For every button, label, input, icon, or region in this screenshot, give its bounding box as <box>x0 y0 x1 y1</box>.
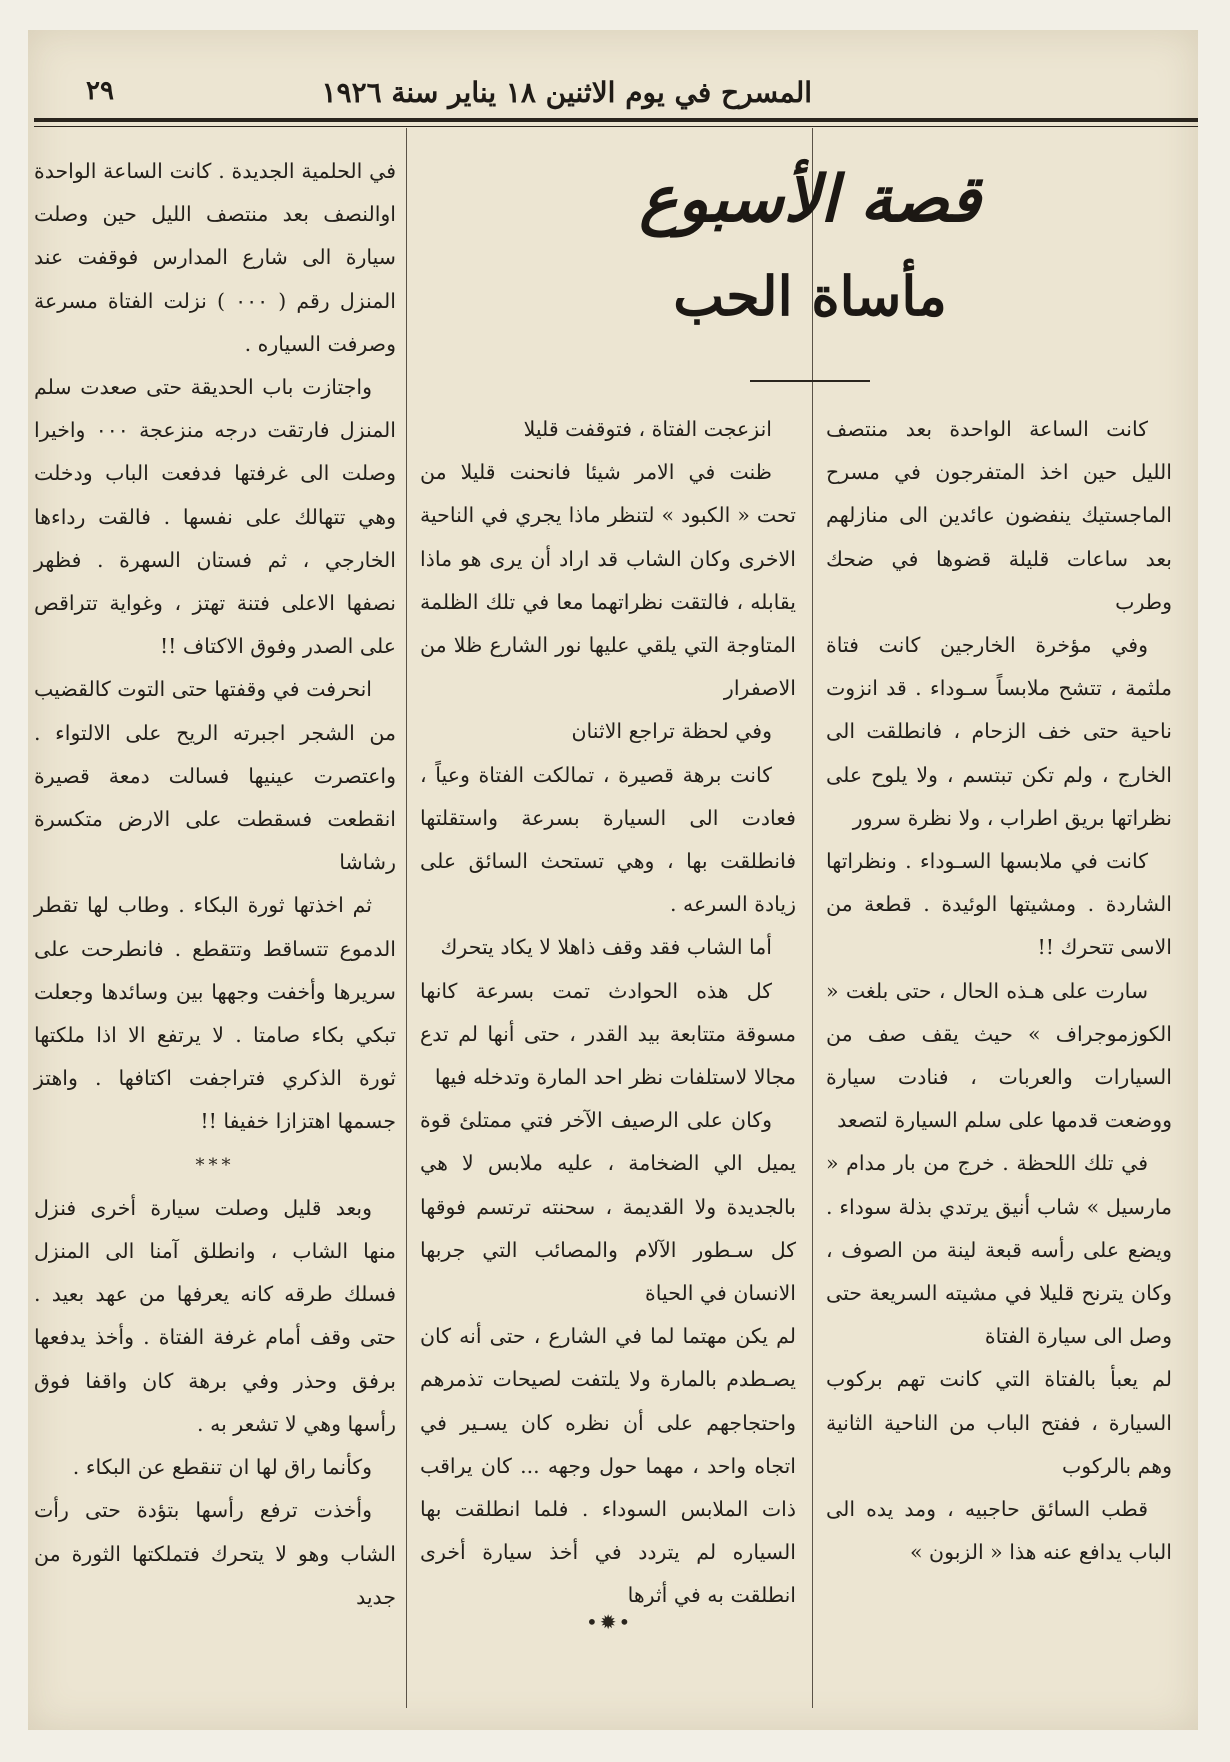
page-number: ٢٩ <box>86 76 114 106</box>
paragraph: وبعد قليل وصلت سيارة أخرى فنزل منها الشاب ، وانطلق آمنا الى المنزل فسلك طرقه كانه يعرفها من عهد بعيد . حتى وقف أمام غرفة الفتاة . وأخذ يدفعها برفق وحذر وفي برهة كان واقفا فوق رأسها وهي لا تشعر به . <box>34 1195 396 1436</box>
paragraph: سارت على هـذه الحال ، حتى بلغت « الكوزموجراف » حيث يقف صف من السيارات والعربات ، فنادت سيارة ووضعت قدمها على سلم السيارة لتصعد <box>826 978 1172 1133</box>
paragraph: انزعجت الفتاة ، فتوقفت قليلا <box>523 417 772 441</box>
paragraph: وكأنما راق لها ان تنقطع عن البكاء . <box>72 1455 372 1480</box>
section-kicker: قصة الأسبوع <box>639 162 981 237</box>
header-rule-thin <box>34 126 1198 127</box>
column-middle <box>420 408 796 1618</box>
paragraph: في تلك اللحظة . خرج من بار مدام « مارسيل » شاب أنيق يرتدي بذلة سوداء . ويضع على رأسه قبعة لينة من الصوف ، وكان يترنح قليلا في مشيته السريعة حتى وصل الى سيارة الفتاة <box>826 1151 1172 1349</box>
paragraph: قطب السائق حاجبيه ، ومد يده الى الباب يدافع عنه هذا « الزبون » <box>826 1497 1172 1565</box>
paragraph: وكان على الرصيف الآخر فتي ممتلئ قوة يميل الي الضخامة ، عليه ملابس لا هي بالجديدة ولا القديمة ، سحنته ترتسم فوقها كل سـطور الآلام والمصائب التي جربها الانسان في الحياة <box>420 1108 796 1306</box>
paragraph: أما الشاب فقد وقف ذاهلا لا يكاد يتحرك <box>440 935 772 960</box>
story-headline <box>620 160 1000 400</box>
column-left <box>34 150 396 1619</box>
paragraph: ظنت في الامر شيئا فانحنت قليلا من تحت « الكبود » لتنظر ماذا يجري في الناحية الاخرى وكان الشاب قد اراد أن يرى هو ماذا يقابله ، فالتقت نظراتهما معا في تلك الظلمة المتاوجة التي يلقي عليها نور الشارع ظلا من الاصفرار <box>420 460 796 701</box>
column-right <box>826 408 1172 1574</box>
paragraph: كل هذه الحوادث تمت بسرعة كانها مسوقة متتابعة بيد القدر ، حتى أنها لم تدع مجالا لاستلفات نظر احد المارة وتدخله فيها <box>420 978 796 1090</box>
paragraph: كانت برهة قصيرة ، تمالكت الفتاة وعياً ، فعادت الى السيارة بسرعة واستقلتها فانطلقت بها ، وهي تستحث السائق على زيادة السرعه . <box>420 762 796 917</box>
paragraph: كانت الساعة الواحدة بعد منتصف الليل حين اخذ المتفرجون في مسرح الماجستيك ينفضون عائدين الى منازلهم بعد ساعات قليلة قضوها في ضحك وطرب <box>826 417 1172 614</box>
paragraph: وأخذت ترفع رأسها بتؤدة حتى رأت الشاب وهو لا يتحرك فتملكتها الثورة من جديد <box>34 1498 396 1609</box>
paragraph: وفي لحظة تراجع الاثنان <box>571 719 772 744</box>
header-title: المسرح في يوم الاثنين ١٨ يناير سنة ١٩٢٦ <box>321 76 812 109</box>
paragraph: لم يعبأ بالفتاة التي كانت تهم بركوب السيارة ، ففتح الباب من الناحية الثانية وهم بالركوب <box>826 1367 1172 1478</box>
paragraph: في الحلمية الجديدة . كانت الساعة الواحدة اوالنصف بعد منتصف الليل حين وصلت سيارة الى شارع المدارس فوقفت عند المنزل رقم ( ٠٠٠ ) نزلت الفتاة مسرعة وصرفت السياره . <box>34 159 396 356</box>
end-ornament: •✹• <box>586 1610 633 1634</box>
paragraph: كانت في ملابسها السـوداء . ونظراتها الشاردة . ومشيتها الوئيدة . قطعة من الاسى تتحرك !! <box>826 849 1172 960</box>
page-header <box>36 76 1192 124</box>
header-rule <box>34 118 1198 122</box>
paragraph: ثم اخذتها ثورة البكاء . وطاب لها تقطر الدموع تتساقط وتتقطع . فانطرحت على سريرها وأخفت وجهها بين وسائدها وجعلت تبكي بكاء صامتا . لا يرتفع الا اذا ملكتها ثورة الذكري فتراجفت اكتافها . واهتز جسمها اهتزازا خفيفا !! <box>34 893 396 1134</box>
paragraph: انحرفت في وقفتها حتى التوت كالقضيب من الشجر اجبرته الريح على الالتواء . واعتصرت عينيها فسالت دمعة قصيرة انقطعت فسقطت على الارض متكسرة رشاشا <box>34 677 396 875</box>
story-title: مأساة الحب <box>673 264 947 328</box>
paragraph: وفي مؤخرة الخارجين كانت فتاة ملثمة ، تتشح ملابساً سـوداء . قد انزوت ناحية حتى خف الزحام ، فانطلقت الى الخارج ، ولم تكن تبتسم ، ولا يلوح على نظراتها بريق اطراب ، ولا نظرة سرور <box>826 633 1172 830</box>
section-separator: *** <box>195 1154 235 1176</box>
paragraph: واجتازت باب الحديقة حتى صعدت سلم المنزل فارتقت درجه منزعجة ٠٠٠ واخيرا وصلت الى غرفتها فدفعت الباب ودخلت وهي تتهالك على نفسها . فالقت رداءها الخارجي ، ثم فستان السهرة . فظهر نصفها الاعلى فتنة تهتز ، وغواية تتراقص على الصدر وفوق الاكتاف !! <box>34 375 396 659</box>
title-rule <box>750 380 870 382</box>
paragraph: لم يكن مهتما لما في الشارع ، حتى أنه كان يصـطدم بالمارة ولا يلتفت لصيحات تذمرهم واحتجاجهم على أن نظره كان يسـير في اتجاه واحد ، مهما حول وجهه ... كان يراقب ذات الملابس السوداء . فلما انطلقت بها السياره لم يتردد في أخذ سيارة أخرى انطلقت به في أثرها <box>420 1324 796 1608</box>
column-divider <box>406 128 407 1708</box>
